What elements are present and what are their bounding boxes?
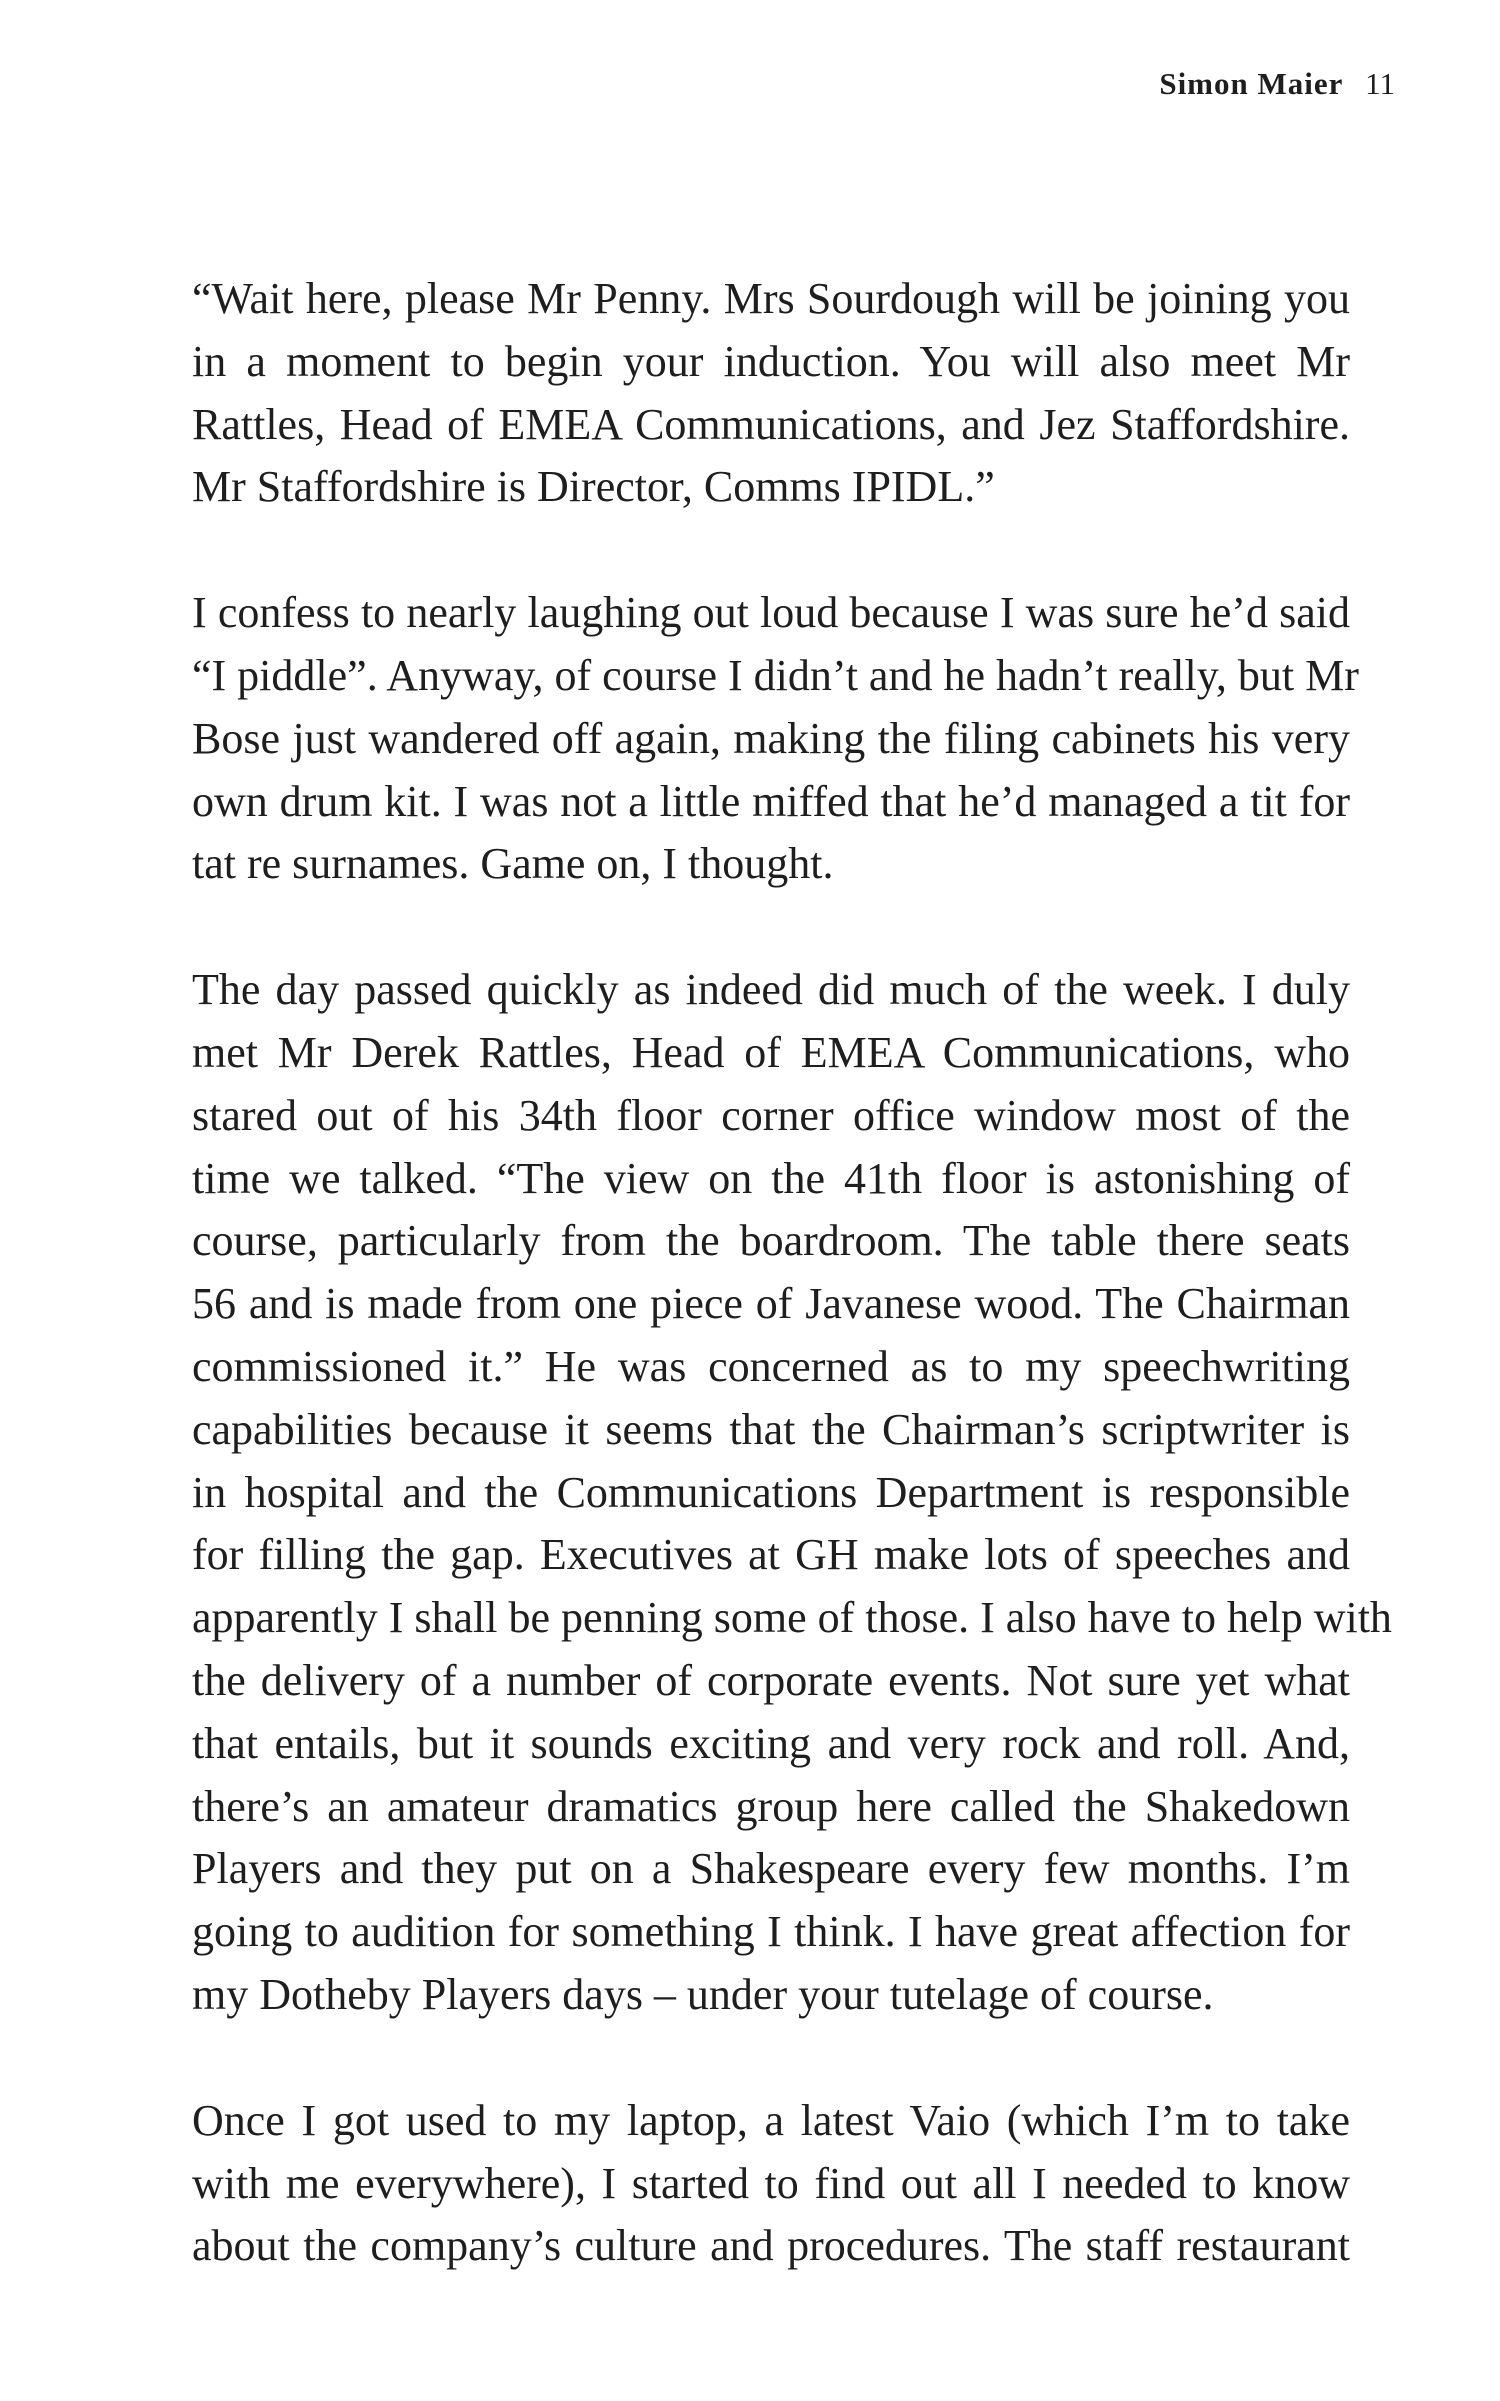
text-line: course, particularly from the boardroom. The table there seats	[192, 1216, 1350, 1266]
running-head	[1159, 64, 1395, 104]
text-line: in a moment to begin your induction. You will also meet Mr	[192, 336, 1350, 386]
text-line: in hospital and the Communications Department is responsible	[192, 1467, 1350, 1517]
text-line: The day passed quickly as indeed did much of the week. I duly	[192, 965, 1350, 1015]
text-line: “I piddle”. Anyway, of course I didn’t and he hadn’t really, but Mr	[192, 650, 1359, 700]
text-line: there’s an amateur dramatics group here called the Shakedown	[192, 1781, 1350, 1831]
text-line: time we talked. “The view on the 41th floor is astonishing of	[192, 1153, 1350, 1203]
text-line: that entails, but it sounds exciting and very rock and roll. And,	[192, 1718, 1350, 1768]
paragraph	[192, 582, 1359, 896]
text-line: apparently I shall be penning some of those. I also have to help with	[192, 1593, 1392, 1643]
text-line: for filling the gap. Executives at GH make lots of speeches and	[192, 1530, 1350, 1580]
text-line: with me everywhere), I started to find out all I needed to know	[192, 2158, 1350, 2208]
text-line: 56 and is made from one piece of Javanese wood. The Chairman	[192, 1279, 1350, 1329]
text-line: Players and they put on a Shakespeare every few months. I’m	[192, 1844, 1350, 1894]
text-line: I confess to nearly laughing out loud because I was sure he’d said	[192, 588, 1350, 638]
paragraph	[192, 959, 1392, 2027]
body-text	[192, 268, 1392, 2341]
text-line: Rattles, Head of EMEA Communications, and Jez Staffordshire.	[192, 399, 1350, 449]
text-line: about the company’s culture and procedures. The staff restaurant	[192, 2221, 1350, 2271]
text-line: tat re surnames. Game on, I thought.	[192, 839, 834, 889]
text-line: my Dotheby Players days – under your tutelage of course.	[192, 1969, 1214, 2019]
text-line: “Wait here, please Mr Penny. Mrs Sourdough will be joining you	[192, 274, 1350, 323]
paragraph	[192, 2090, 1350, 2278]
text-line: Mr Staffordshire is Director, Comms IPIDL.”	[192, 462, 995, 512]
text-line: the delivery of a number of corporate events. Not sure yet what	[192, 1655, 1350, 1705]
text-line: going to audition for something I think. I have great affection for	[192, 1907, 1350, 1957]
text-line: capabilities because it seems that the Chairman’s scriptwriter is	[192, 1404, 1350, 1454]
text-line: own drum kit. I was not a little miffed that he’d managed a tit for	[192, 776, 1350, 826]
text-line: stared out of his 34th floor corner office window most of the	[192, 1090, 1350, 1140]
paragraph	[192, 268, 1350, 519]
running-head-author: Simon Maier	[1159, 66, 1344, 101]
text-line: commissioned it.” He was concerned as to my speechwriting	[192, 1341, 1350, 1391]
page-number: 11	[1365, 66, 1395, 101]
text-line: met Mr Derek Rattles, Head of EMEA Communications, who	[192, 1027, 1350, 1077]
text-line: Bose just wandered off again, making the filing cabinets his very	[192, 713, 1350, 763]
text-line: Once I got used to my laptop, a latest Vaio (which I’m to take	[192, 2095, 1350, 2145]
